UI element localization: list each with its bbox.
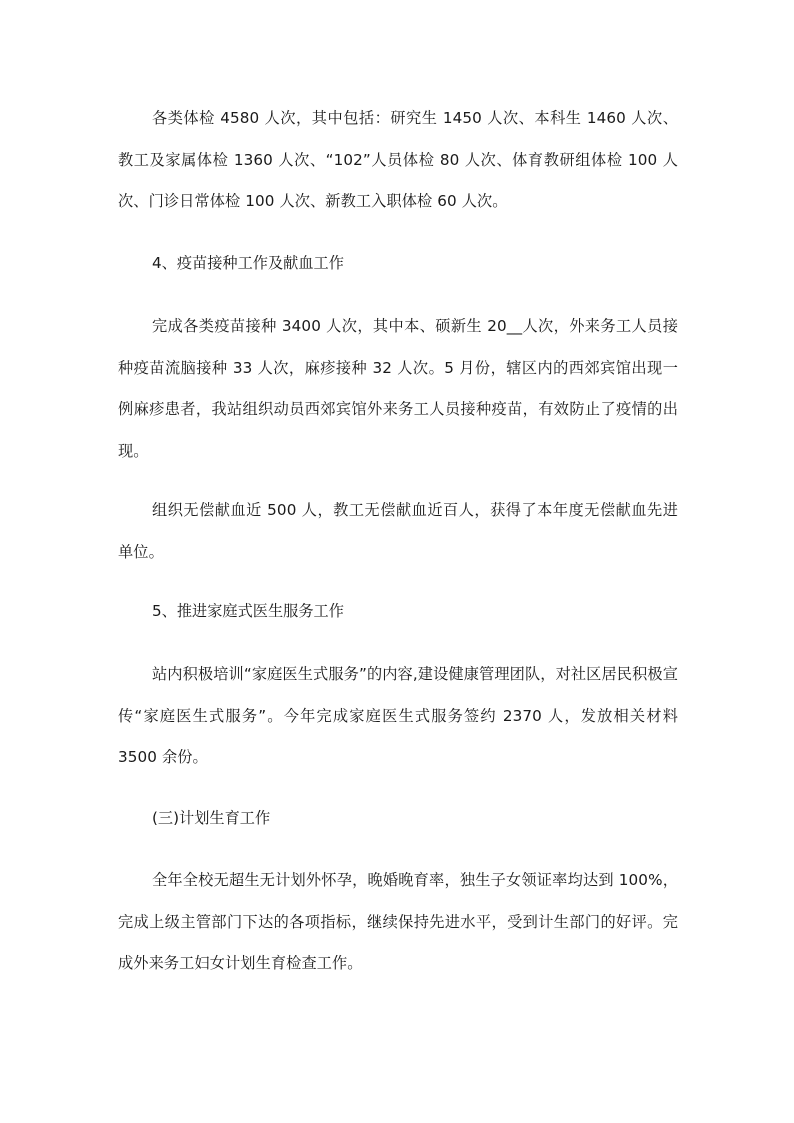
section-heading-family-planning: (三)计划生育工作 bbox=[152, 809, 271, 827]
paragraph-vaccination: 完成各类疫苗接种 3400 人次，其中本、硕新生 20__人次，外来务工人员接种疫苗流脑接种 33 人次，麻疹接种 32 人次。5 月份，辖区内的西郊宾馆出现一例麻疹患者，我站组织动员西郊宾馆外来务工人员接种疫苗，有效防止了疫情的出现。 bbox=[118, 317, 678, 460]
section-heading-vaccination: 4、疫苗接种工作及献血工作 bbox=[152, 254, 344, 272]
paragraph-physical-exams: 各类体检 4580 人次，其中包括：研究生 1450 人次、本科生 1460 人次、教工及家属体检 1360 人次、“102”人员体检 80 人次、体育教研组体检 100 人次、门诊日常体检 100 人次、新教工入职体检 60 人次。 bbox=[118, 109, 678, 210]
paragraph-blood-donation: 组织无偿献血近 500 人，教工无偿献血近百人，获得了本年度无偿献血先进单位。 bbox=[118, 501, 678, 561]
paragraph-family-doctor: 站内积极培训“家庭医生式服务”的内容,建设健康管理团队，对社区居民积极宣传“家庭医生式服务”。今年完成家庭医生式服务签约 2370 人，发放相关材料 3500 余份。 bbox=[118, 665, 678, 766]
paragraph-family-planning: 全年全校无超生无计划外怀孕，晚婚晚育率，独生子女领证率均达到 100%，完成上级主管部门下达的各项指标，继续保持先进水平，受到计生部门的好评。完成外来务工妇女计划生育检查工作。 bbox=[118, 871, 678, 972]
section-heading-family-doctor: 5、推进家庭式医生服务工作 bbox=[152, 602, 344, 620]
